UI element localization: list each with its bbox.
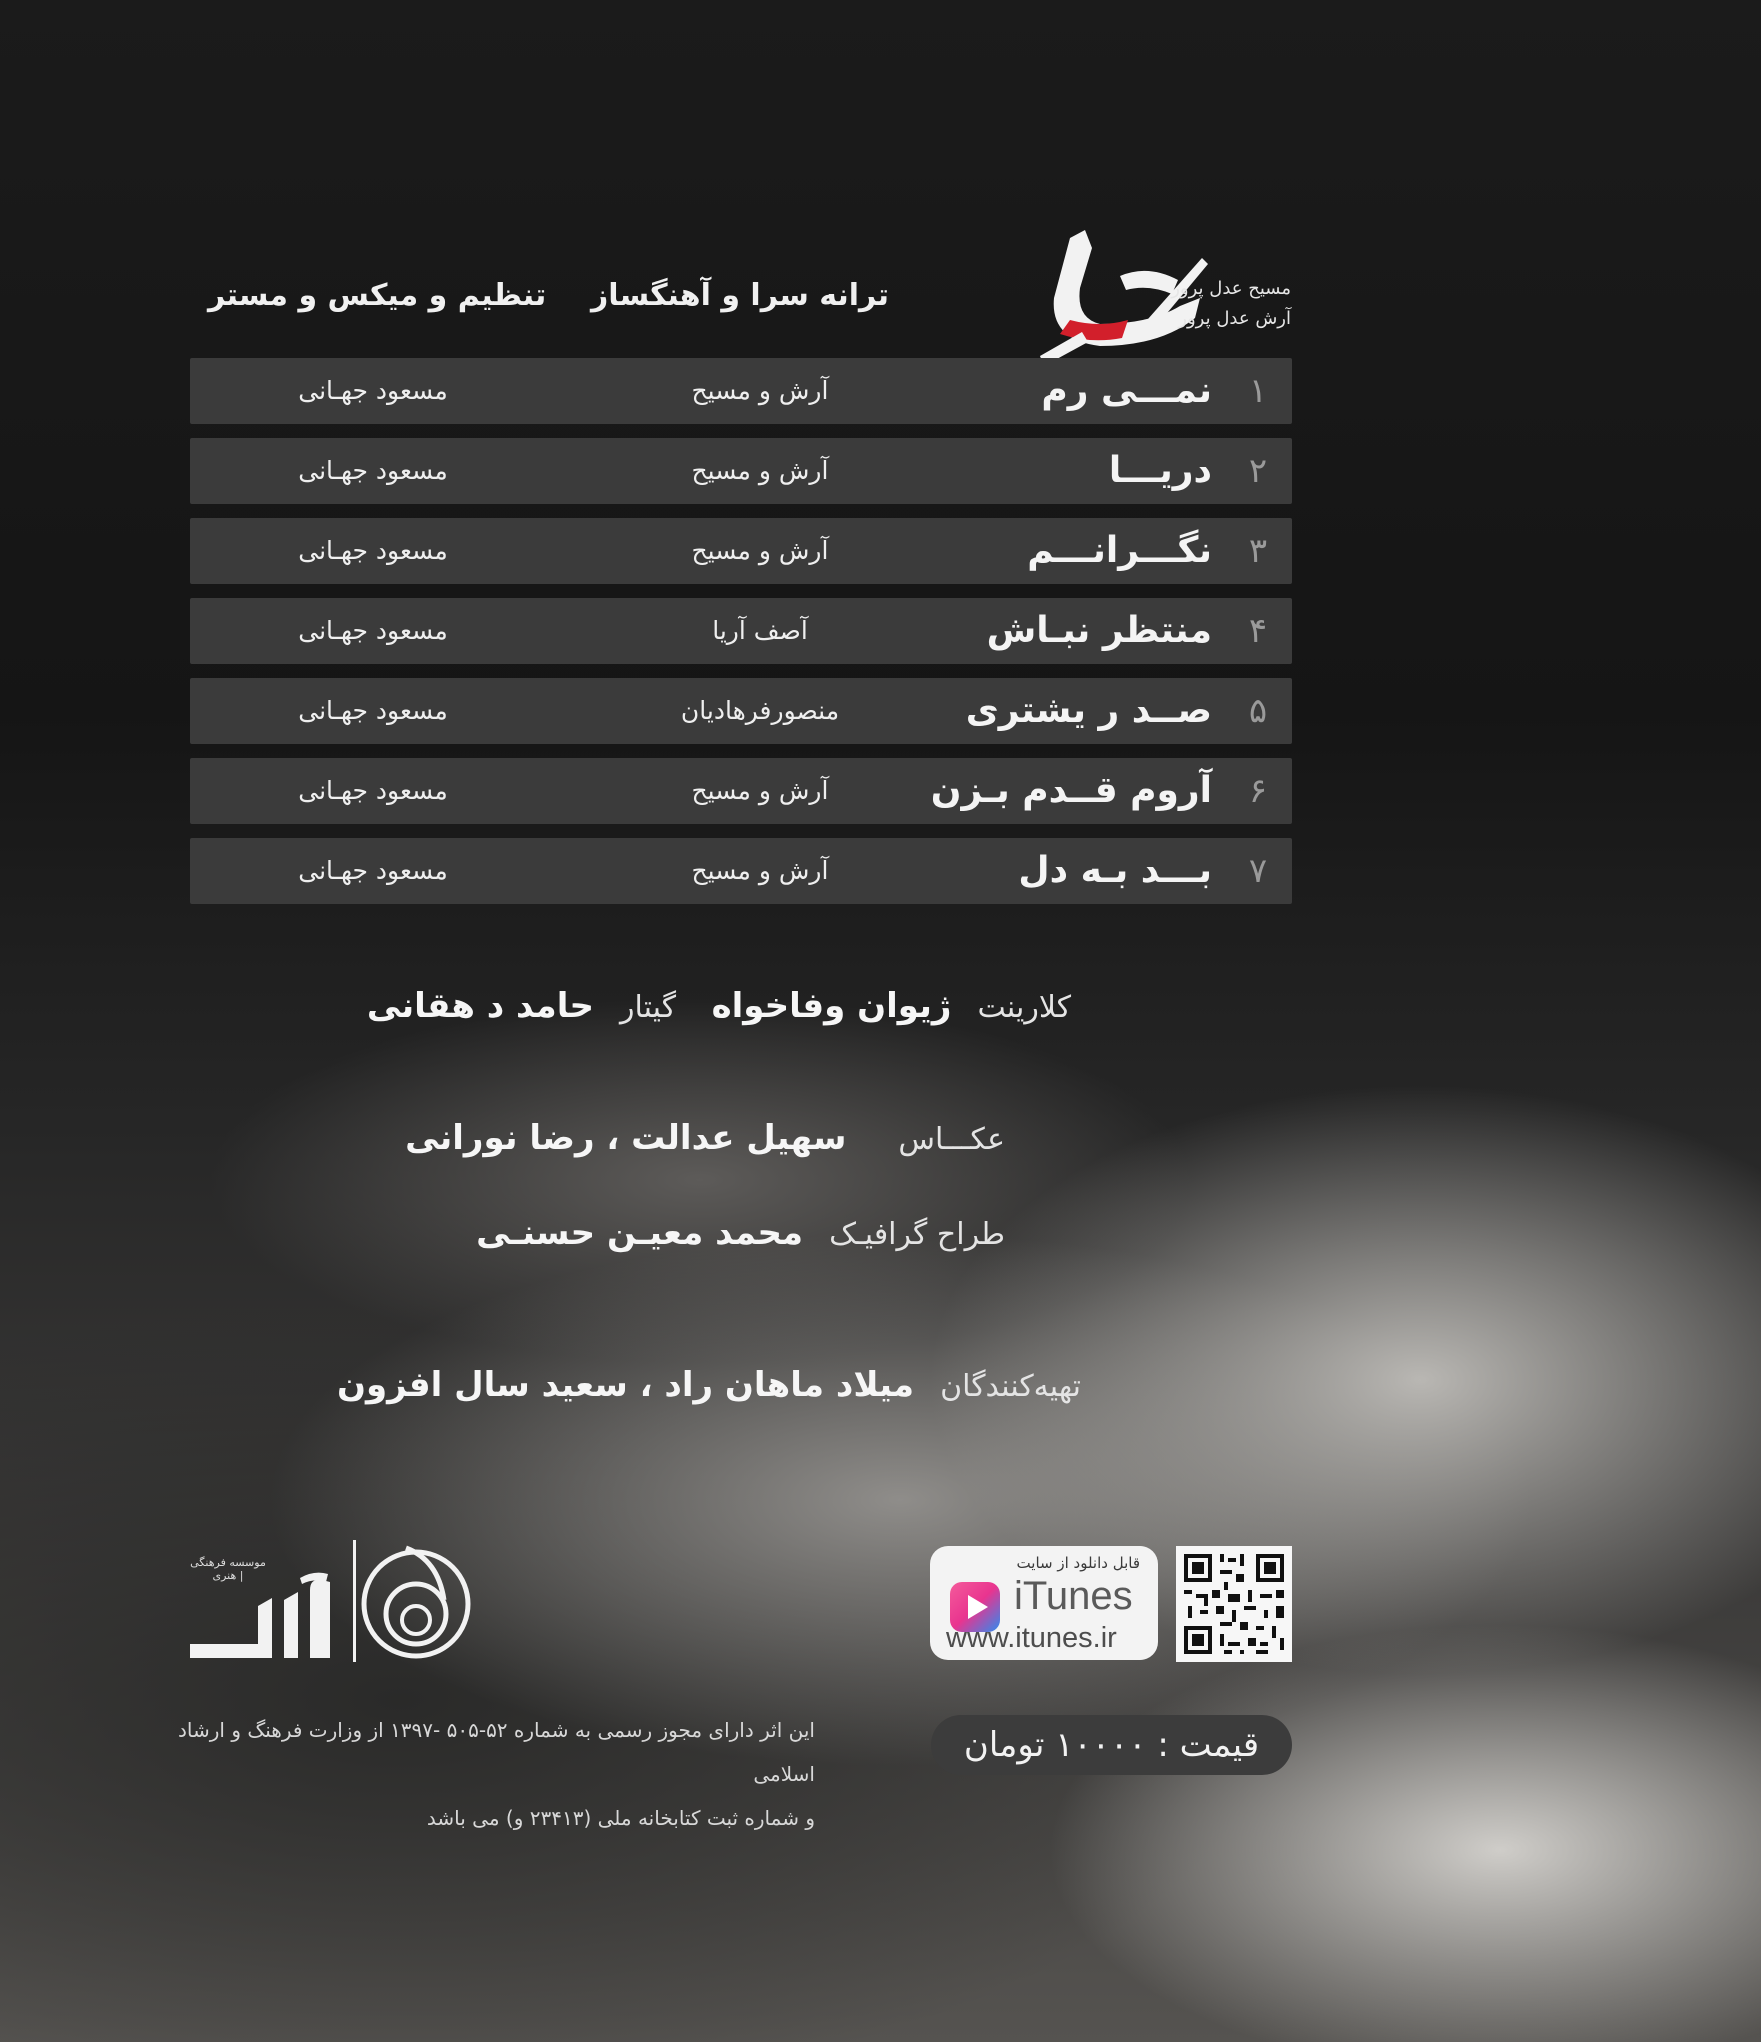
track-mixer: مسعود جهـانی: [298, 376, 448, 405]
track-number: ۲: [1248, 451, 1268, 491]
track-number: ۳: [1248, 531, 1268, 571]
legal-line-1: این اثر دارای مجوز رسمی به شماره ۵۲-۵۰۵ -۱۳۹۷ از وزارت فرهنگ و ارشاد اسلامی: [177, 1718, 815, 1786]
credit-name: حامد د هقانی: [366, 986, 594, 1026]
column-header-arrangement-mix: تنظیم و میکس و مستر: [208, 278, 547, 313]
price-tag: قیمت : ۱۰۰۰۰ تومان: [931, 1715, 1292, 1775]
track-row: [190, 678, 1292, 744]
track-mixer: مسعود جهـانی: [298, 616, 448, 645]
track-lyricist: منصورفرهادیان: [680, 696, 840, 725]
track-number: ۶: [1248, 771, 1268, 811]
itunes-subtitle: قابل دانلود از سایت: [1016, 1554, 1140, 1572]
track-title: نمـــی رم: [1041, 370, 1212, 411]
label-tagline: موسسه فرهنگی | هنری: [190, 1556, 266, 1582]
itunes-url[interactable]: www.itunes.ir: [946, 1622, 1117, 1654]
track-lyricist: آرش و مسیح: [691, 456, 829, 485]
track-mixer: مسعود جهـانی: [298, 456, 448, 485]
track-row: [190, 518, 1292, 584]
track-row: [190, 838, 1292, 904]
credit-role: گیتار: [619, 990, 676, 1025]
credit-producers: [337, 1365, 1081, 1405]
itunes-badge[interactable]: [930, 1546, 1158, 1660]
track-mixer: مسعود جهـانی: [298, 536, 448, 565]
credit-name: محمد معیـن حسنـی: [476, 1213, 804, 1253]
column-header-lyric-composer: ترانه سرا و آهنگساز: [591, 278, 889, 313]
itunes-name: iTunes: [1014, 1574, 1133, 1618]
credit-role: طراح گرافیـک: [829, 1217, 1005, 1252]
track-row: [190, 598, 1292, 664]
credit-name: ژیوان وفاخواه: [711, 986, 952, 1026]
track-title: آروم قــدم بـزن: [930, 770, 1212, 811]
credit-name: میلاد ماهان راد ، سعید سال افزون: [337, 1365, 915, 1405]
track-title: نگـــرانـــم: [1027, 530, 1212, 571]
qr-code-icon[interactable]: [1176, 1546, 1292, 1662]
track-title: صــد ر یشتری: [965, 690, 1212, 731]
track-number: ۷: [1248, 851, 1268, 891]
track-lyricist: آرش و مسیح: [691, 376, 829, 405]
track-row: [190, 758, 1292, 824]
track-mixer: مسعود جهـانی: [298, 776, 448, 805]
credit-role: عکـــاس: [898, 1122, 1005, 1157]
legal-notice: [175, 1708, 815, 1840]
track-lyricist: آرش و مسیح: [691, 776, 829, 805]
credit-name: سهیل عدالت ، رضا نورانی: [405, 1118, 847, 1158]
track-lyricist: آرش و مسیح: [691, 536, 829, 565]
artist-name-1: مسیح عدل پرور: [1171, 278, 1291, 299]
legal-line-2: و شماره ثبت کتابخانه ملی (۲۳۴۱۳ و) می باشد: [426, 1806, 815, 1830]
credit-role: تهیه‌کنندگان: [940, 1369, 1081, 1404]
credit-clarinet: [712, 986, 1071, 1026]
track-mixer: مسعود جهـانی: [298, 856, 448, 885]
track-lyricist: آصف آریا: [712, 616, 808, 645]
artist-name-2: آرش عدل پرور: [1178, 308, 1291, 329]
track-mixer: مسعود جهـانی: [298, 696, 448, 725]
track-title: دریـــا: [1108, 450, 1212, 491]
track-number: ۵: [1248, 691, 1268, 731]
track-title: بـــد بـه دل: [1018, 850, 1212, 891]
track-row: [190, 358, 1292, 424]
track-list: [190, 358, 1292, 918]
track-row: [190, 438, 1292, 504]
credit-role: کلارینت: [977, 990, 1071, 1025]
credit-guitar: [367, 986, 676, 1026]
track-number: ۱: [1248, 371, 1268, 411]
credit-photographer: [405, 1118, 1005, 1158]
track-title: منتظر نبـاش: [986, 610, 1212, 651]
credit-graphic-designer: [476, 1213, 1005, 1253]
track-lyricist: آرش و مسیح: [691, 856, 829, 885]
track-number: ۴: [1248, 611, 1268, 651]
